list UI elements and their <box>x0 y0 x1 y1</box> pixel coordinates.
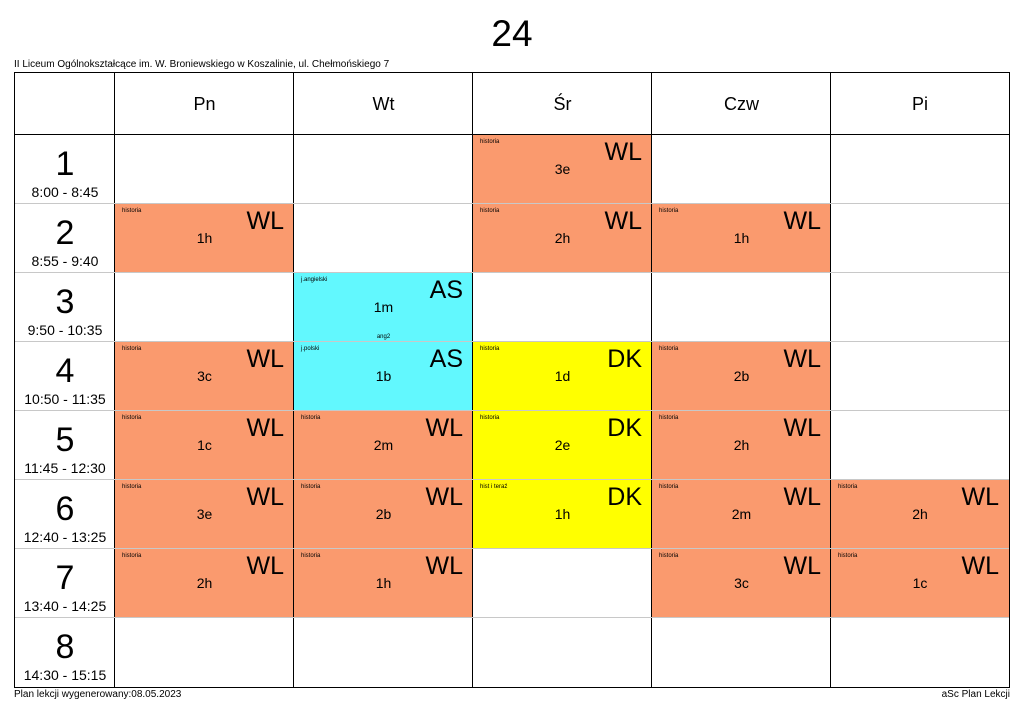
lesson-class: 1c <box>912 575 928 591</box>
period-label <box>15 549 115 617</box>
lesson-teacher: WL <box>783 483 821 511</box>
timetable-grid <box>14 72 1010 688</box>
lesson-subject: j.angielski <box>301 277 328 283</box>
lesson-subject: historia <box>301 415 321 421</box>
lesson-teacher: WL <box>246 552 284 580</box>
lesson-class: 1h <box>733 230 750 246</box>
grid-vline <box>472 73 473 687</box>
lesson-cell[interactable] <box>652 549 831 618</box>
grid-hline <box>15 548 1009 549</box>
day-header: Śr <box>553 93 572 114</box>
lesson-subject: historia <box>122 415 142 421</box>
grid-hline <box>15 617 1009 618</box>
lesson-teacher: WL <box>783 207 821 235</box>
lesson-cell[interactable] <box>473 135 652 204</box>
lesson-cell[interactable] <box>473 411 652 480</box>
lesson-teacher: WL <box>425 414 463 442</box>
period-label <box>15 342 115 410</box>
lesson-cell[interactable] <box>473 342 652 411</box>
period-label <box>15 480 115 548</box>
period-number: 7 <box>55 559 75 597</box>
period-time: 8:00 - 8:45 <box>31 184 99 200</box>
grid-vline <box>651 73 652 687</box>
lesson-teacher: WL <box>246 345 284 373</box>
generated-date: Plan lekcji wygenerowany:08.05.2023 <box>14 689 182 700</box>
period-time: 13:40 - 14:25 <box>23 598 107 614</box>
period-label <box>15 204 115 272</box>
lesson-class: 1m <box>373 299 394 315</box>
lesson-subject: historia <box>301 553 321 559</box>
lesson-class: 1d <box>554 368 571 384</box>
lesson-subject: historia <box>122 553 142 559</box>
lesson-class: 2m <box>373 437 394 453</box>
software-name: aSc Plan Lekcji <box>941 689 1010 700</box>
lesson-cell[interactable] <box>831 480 1009 549</box>
period-label <box>15 135 115 203</box>
page-title: 24 <box>491 13 533 54</box>
lesson-teacher: WL <box>425 483 463 511</box>
period-number: 6 <box>55 490 75 528</box>
grid-vline <box>293 73 294 687</box>
lesson-class: 1b <box>375 368 392 384</box>
lesson-cell[interactable] <box>294 411 473 480</box>
lesson-class: 2b <box>733 368 750 384</box>
lesson-class: 2h <box>554 230 571 246</box>
lesson-cell[interactable] <box>115 342 294 411</box>
lesson-teacher: WL <box>246 414 284 442</box>
grid-hline <box>15 134 1009 135</box>
grid-vline <box>114 73 115 687</box>
lesson-class: 2m <box>731 506 752 522</box>
day-header: Czw <box>724 93 759 114</box>
lesson-cell[interactable] <box>294 549 473 618</box>
grid-vline <box>830 73 831 687</box>
lesson-subject: historia <box>659 346 679 352</box>
lesson-teacher: AS <box>429 345 463 373</box>
period-number: 2 <box>55 214 75 252</box>
grid-hline <box>15 410 1009 411</box>
grid-hline <box>15 341 1009 342</box>
lesson-teacher: DK <box>607 345 642 373</box>
lesson-class: 2e <box>554 437 571 453</box>
lesson-cell[interactable] <box>294 342 473 411</box>
lesson-subject: historia <box>480 346 500 352</box>
lesson-class: 1h <box>196 230 213 246</box>
lesson-subject: historia <box>659 553 679 559</box>
lesson-class: 3c <box>734 575 749 591</box>
lesson-class: 3e <box>196 506 213 522</box>
period-number: 5 <box>55 421 75 459</box>
lesson-cell[interactable] <box>473 204 652 273</box>
period-number: 8 <box>55 628 75 666</box>
lesson-teacher: WL <box>604 207 642 235</box>
lesson-cell[interactable] <box>652 204 831 273</box>
lesson-teacher: WL <box>246 207 284 235</box>
period-label <box>15 618 115 686</box>
period-time: 12:40 - 13:25 <box>23 529 107 545</box>
lesson-cell[interactable] <box>294 480 473 549</box>
lesson-cell[interactable] <box>294 273 473 342</box>
lesson-class: 2b <box>375 506 392 522</box>
lesson-subject: historia <box>480 139 500 145</box>
lesson-teacher: WL <box>961 552 999 580</box>
lesson-cell[interactable] <box>831 549 1009 618</box>
period-number: 1 <box>55 145 75 183</box>
lesson-subject: historia <box>659 415 679 421</box>
lesson-cell[interactable] <box>115 204 294 273</box>
period-label <box>15 411 115 479</box>
lesson-teacher: WL <box>783 414 821 442</box>
lesson-subject: historia <box>122 346 142 352</box>
lesson-teacher: WL <box>961 483 999 511</box>
grid-hline <box>15 203 1009 204</box>
lesson-class: 2h <box>912 506 928 522</box>
lesson-cell[interactable] <box>652 342 831 411</box>
lesson-subject: historia <box>122 484 142 490</box>
lesson-cell[interactable] <box>652 480 831 549</box>
lesson-teacher: DK <box>607 414 642 442</box>
lesson-teacher: WL <box>604 138 642 166</box>
lesson-group: ang2 <box>376 334 391 340</box>
lesson-class: 2h <box>196 575 213 591</box>
lesson-subject: historia <box>838 553 858 559</box>
lesson-teacher: WL <box>246 483 284 511</box>
period-time: 10:50 - 11:35 <box>24 391 106 407</box>
lesson-teacher: WL <box>783 552 821 580</box>
lesson-teacher: WL <box>783 345 821 373</box>
lesson-subject: historia <box>838 484 858 490</box>
lesson-subject: hist i teraź <box>480 484 508 490</box>
grid-hline <box>15 272 1009 273</box>
lesson-cell[interactable] <box>115 411 294 480</box>
period-number: 4 <box>55 352 75 390</box>
lesson-teacher: DK <box>607 483 642 511</box>
lesson-class: 3e <box>554 161 571 177</box>
lesson-class: 1c <box>197 437 212 453</box>
lesson-cell[interactable] <box>473 480 652 549</box>
lesson-subject: historia <box>480 208 500 214</box>
lesson-subject: historia <box>659 208 679 214</box>
lesson-subject: historia <box>659 484 679 490</box>
period-time: 8:55 - 9:40 <box>31 253 99 269</box>
period-time: 14:30 - 15:15 <box>23 667 107 683</box>
lesson-cell[interactable] <box>115 480 294 549</box>
lesson-teacher: AS <box>429 276 463 304</box>
lesson-class: 3c <box>197 368 212 384</box>
lesson-subject: historia <box>301 484 321 490</box>
lesson-cell[interactable] <box>652 411 831 480</box>
period-time: 9:50 - 10:35 <box>27 322 103 338</box>
day-header: Pn <box>193 93 216 114</box>
lesson-subject: j.polski <box>301 346 320 352</box>
lesson-teacher: WL <box>425 552 463 580</box>
grid-hline <box>15 479 1009 480</box>
lesson-class: 1h <box>554 506 571 522</box>
day-header: Wt <box>372 93 395 114</box>
period-time: 11:45 - 12:30 <box>24 460 106 476</box>
lesson-subject: historia <box>480 415 500 421</box>
lesson-class: 2h <box>733 437 750 453</box>
day-header: Pi <box>911 93 928 114</box>
period-label <box>15 273 115 341</box>
lesson-cell[interactable] <box>115 549 294 618</box>
period-number: 3 <box>55 283 75 321</box>
lesson-class: 1h <box>375 575 392 591</box>
school-name: II Liceum Ogólnokształcące im. W. Broniewskiego w Koszalinie, ul. Chełmońskiego 7 <box>14 59 390 70</box>
lesson-subject: historia <box>122 208 142 214</box>
